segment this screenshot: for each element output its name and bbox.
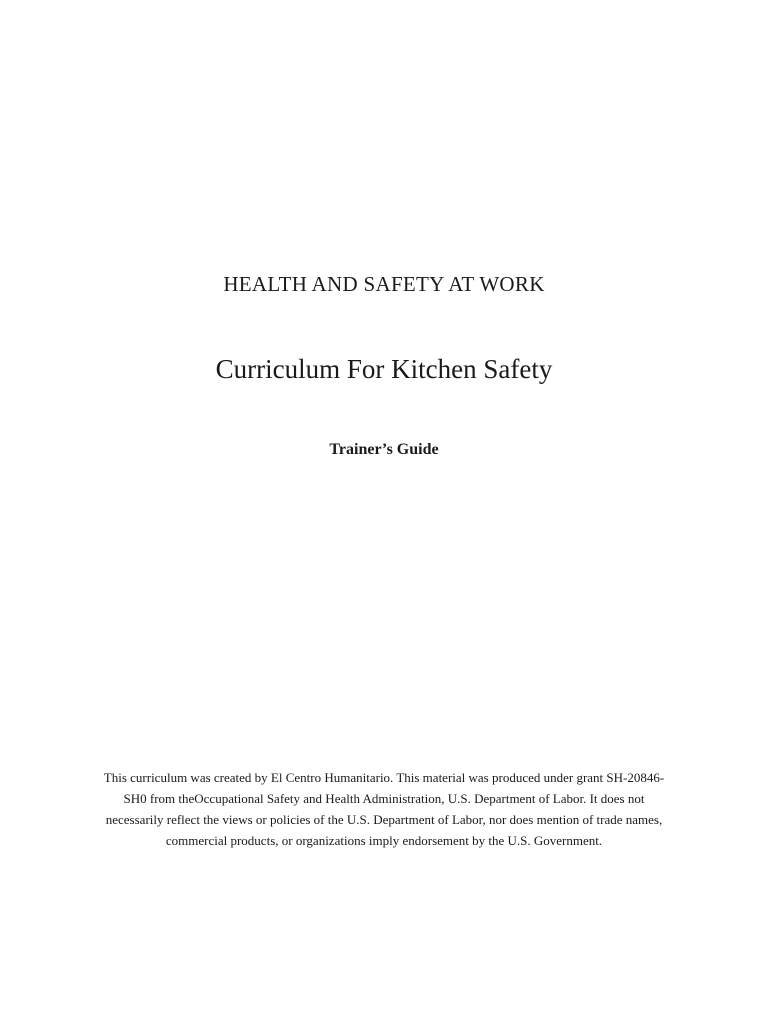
page-title: Curriculum For Kitchen Safety (215, 354, 553, 384)
series-title: HEALTH AND SAFETY AT WORK (223, 272, 545, 296)
document-subtitle: Trainer’s Guide (329, 441, 439, 458)
funding-disclaimer: This curriculum was created by El Centro Humanitario. This material was produced under grant SH-20846-SH0 from theOccupational Safety and Health Administration, U.S. Department of Labor. It does not necessarily reflect the views or policies of the U.S. Department of Labor, nor does mention of trade names, commercial products, or organizations imply endorsement by the U.S. Government. (103, 770, 665, 848)
